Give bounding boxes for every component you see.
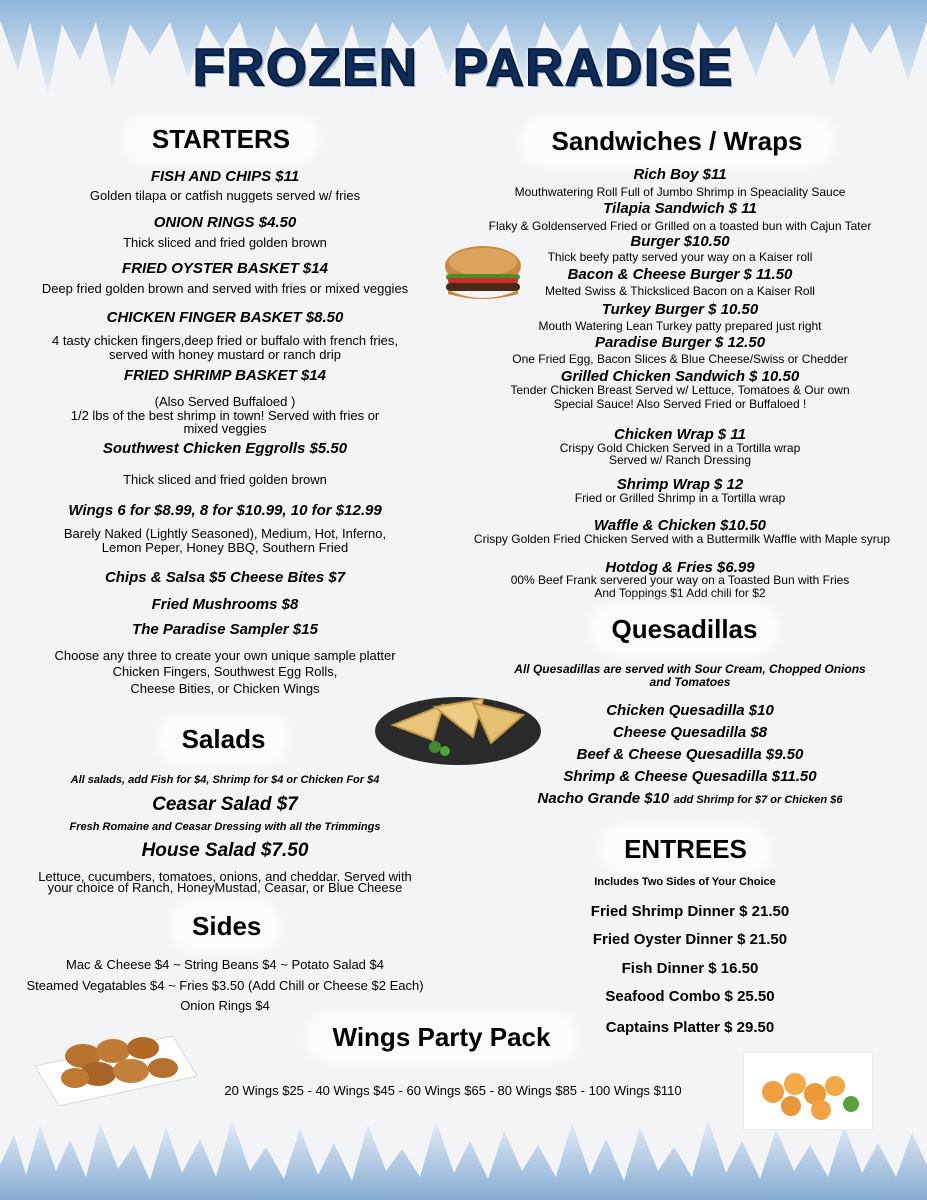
quesadilla-extra: add Shrimp for $7 or Chicken $6 (673, 794, 843, 806)
sandwich-name: Burger $10.50 (630, 233, 730, 250)
starter-name: FRIED OYSTER BASKET $14 (122, 260, 328, 277)
quesadillas-note: and Tomatoes (649, 675, 731, 689)
sandwich-desc: Crispy Golden Fried Chicken Served with a Buttermilk Waffle with Maple syrup (473, 532, 891, 546)
sandwich-name: Rich Boy $11 (633, 166, 727, 183)
starter-name: ONION RINGS $4.50 (153, 214, 297, 231)
starter-name: Chips & Salsa $5 Cheese Bites $7 (104, 569, 346, 586)
quesadilla-name: Beef & Cheese Quesadilla $9.50 (576, 746, 804, 763)
burger-image (440, 244, 526, 302)
entree-name: Seafood Combo $ 25.50 (605, 988, 775, 1005)
sandwich-desc: One Fried Egg, Bacon Slices & Blue Cheese/Swiss or Chedder (512, 352, 848, 366)
starter-name: CHICKEN FINGER BASKET $8.50 (106, 309, 344, 326)
starters-heading: STARTERS (130, 120, 312, 159)
sandwich-desc: Special Sauce! Also Served Fried or Buffaloed ! (553, 397, 807, 411)
starter-desc: Barely Naked (Lightly Seasoned), Medium, Hot, Inferno, (63, 526, 387, 541)
starter-name: Fried Mushrooms $8 (151, 596, 299, 613)
salad-desc: your choice of Ranch, HoneyMustad, Ceasar, or Blue Cheese (47, 880, 403, 895)
sandwich-desc: Flaky & Goldenserved Fried or Grilled on a toasted bun with Cajun Tater (488, 219, 872, 233)
starter-name: Wings 6 for $8.99, 8 for $10.99, 10 for $12.99 (68, 502, 382, 519)
entrees-heading: ENTREES (607, 830, 764, 869)
sandwich-desc: Mouthwatering Roll Full of Jumbo Shrimp in Speaciality Sauce (514, 185, 846, 199)
sides-line: Onion Rings $4 (180, 998, 270, 1013)
sandwich-name: Grilled Chicken Sandwich $ 10.50 (560, 368, 800, 385)
party-pack-prices: 20 Wings $25 - 40 Wings $45 - 60 Wings $65 - 80 Wings $85 - 100 Wings $110 (224, 1083, 682, 1098)
shrimp-image (743, 1052, 873, 1130)
salad-desc: Fresh Romaine and Ceasar Dressing with all the Trimmings (69, 821, 381, 833)
sandwich-name: Shrimp Wrap $ 12 (616, 476, 744, 493)
sandwich-desc: Mouth Watering Lean Turkey patty prepared just right (538, 319, 822, 333)
salads-note: All salads, add Fish for $4, Shrimp for $4 or Chicken For $4 (70, 774, 380, 786)
starter-desc: Choose any three to create your own unique sample platter (54, 648, 396, 663)
quesadilla-name: Nacho Grande $10 (537, 790, 670, 807)
sandwich-desc: Melted Swiss & Thicksliced Bacon on a Kaiser Roll (545, 284, 815, 298)
quesadillas-note: All Quesadillas are served with Sour Cream, Chopped Onions (514, 662, 866, 676)
quesadilla-name: Cheese Quesadilla $8 (612, 724, 768, 741)
sandwich-desc: Served w/ Ranch Dressing (608, 453, 752, 467)
quesadilla-image (373, 685, 543, 767)
party-pack-heading: Wings Party Pack (313, 1018, 570, 1057)
starter-desc: Cheese Bities, or Chicken Wings (130, 681, 320, 696)
starter-desc: served with honey mustard or ranch drip (109, 347, 341, 362)
sandwiches-heading: Sandwiches / Wraps (527, 122, 827, 161)
sandwich-desc: And Toppings $1 Add chili for $2 (594, 586, 766, 600)
quesadilla-nacho-line (505, 790, 875, 808)
sides-line: Mac & Cheese $4 ~ String Beans $4 ~ Potato Salad $4 (66, 957, 384, 972)
sides-line: Steamed Vegatables $4 ~ Fries $3.50 (Add Chill or Cheese $2 Each) (26, 978, 424, 993)
salad-name: House Salad $7.50 (141, 840, 309, 861)
sandwich-desc: Tender Chicken Breast Served w/ Lettuce, Tomatoes & Our own (510, 383, 850, 397)
sandwich-desc: Crispy Gold Chicken Served in a Tortilla wrap (559, 441, 801, 455)
starter-desc: mixed veggies (183, 421, 267, 436)
quesadilla-name: Chicken Quesadilla $10 (606, 702, 774, 719)
salads-heading: Salads (165, 720, 282, 759)
wings-image (33, 1016, 199, 1106)
entree-name: Captains Platter $ 29.50 (605, 1019, 775, 1036)
entree-name: Fish Dinner $ 16.50 (621, 960, 759, 977)
sandwich-name: Paradise Burger $ 12.50 (594, 334, 766, 351)
starter-desc: Golden tilapa or catfish nuggets served w/ fries (89, 188, 361, 203)
entree-name: Fried Shrimp Dinner $ 21.50 (590, 903, 790, 920)
starter-name: The Paradise Sampler $15 (132, 621, 318, 638)
sandwich-name: Turkey Burger $ 10.50 (601, 301, 759, 318)
salad-name: Ceasar Salad $7 (152, 794, 298, 815)
quesadillas-heading: Quesadillas (597, 610, 772, 649)
starter-desc: Thick sliced and fried golden brown (123, 472, 327, 487)
salad-desc: Lettuce, cucumbers, tomatoes, onions, and cheddar. Served with (38, 869, 412, 884)
sandwich-name: Bacon & Cheese Burger $ 11.50 (567, 266, 793, 283)
starter-desc: 1/2 lbs of the best shrimp in town! Served with fries or (70, 408, 380, 423)
sandwich-desc: Fried or Grilled Shrimp in a Tortilla wrap (574, 491, 786, 505)
sandwich-name: Tilapia Sandwich $ 11 (603, 200, 757, 217)
entree-name: Fried Oyster Dinner $ 21.50 (592, 931, 788, 948)
starter-desc: Chicken Fingers, Southwest Egg Rolls, (112, 664, 338, 679)
starter-name: FRIED SHRIMP BASKET $14 (124, 367, 326, 384)
entrees-note: Includes Two Sides of Your Choice (594, 876, 776, 888)
starter-name: Southwest Chicken Eggrolls $5.50 (102, 440, 348, 457)
sandwich-desc: 00% Beef Frank servered your way on a Toasted Bun with Fries (510, 573, 850, 587)
sandwich-desc: Thick beefy patty served your way on a Kaiser roll (547, 250, 813, 264)
starter-desc: Thick sliced and fried golden brown (123, 235, 327, 250)
sandwich-name: Waffle & Chicken $10.50 (593, 517, 767, 534)
sandwich-name: Hotdog & Fries $6.99 (605, 559, 755, 576)
sides-heading: Sides (178, 907, 274, 946)
starter-name: FISH AND CHIPS $11 (150, 168, 300, 185)
sandwich-name: Chicken Wrap $ 11 (614, 426, 746, 443)
quesadilla-name: Shrimp & Cheese Quesadilla $11.50 (563, 768, 817, 785)
starter-desc: Lemon Peper, Honey BBQ, Southern Fried (101, 540, 349, 555)
starter-desc: Deep fried golden brown and served with fries or mixed veggies (41, 281, 409, 296)
starter-desc: 4 tasty chicken fingers,deep fried or buffalo with french fries, (52, 333, 398, 348)
starter-desc: (Also Served Buffaloed ) (154, 394, 296, 409)
menu-title: FROZEN PARADISE (192, 39, 735, 97)
